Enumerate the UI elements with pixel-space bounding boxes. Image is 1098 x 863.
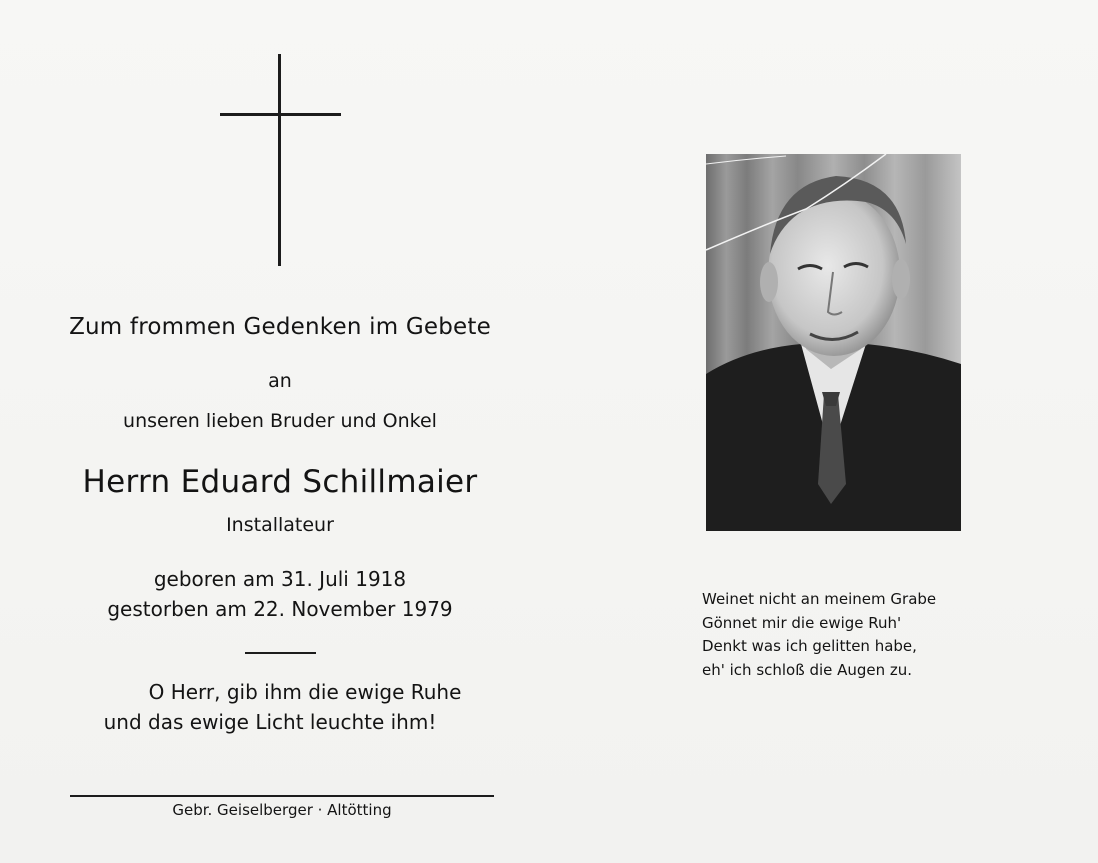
printer-credit: Gebr. Geiselberger · Altötting	[172, 801, 392, 819]
poem-line: Gönnet mir die ewige Ruh'	[702, 613, 902, 632]
death-date: gestorben am 22. November 1979	[107, 597, 453, 621]
relation-line: unseren lieben Bruder und Onkel	[123, 410, 437, 432]
portrait-photo	[706, 154, 961, 531]
divider-long	[70, 795, 494, 797]
poem-line: Weinet nicht an meinem Grabe	[702, 590, 937, 608]
cross-horizontal-bar	[220, 113, 341, 116]
deceased-name: Herrn Eduard Schillmaier	[82, 464, 478, 500]
occupation: Installateur	[226, 514, 334, 536]
an-line: an	[268, 370, 292, 392]
poem-line: eh' ich schloß die Augen zu.	[702, 660, 913, 679]
birth-date: geboren am 31. Juli 1918	[153, 567, 407, 591]
dedication-line: Zum frommen Gedenken im Gebete	[69, 314, 491, 340]
poem-verse	[702, 588, 1002, 682]
cross-vertical-bar	[278, 54, 281, 266]
prayer-line-1: O Herr, gib ihm die ewige Ruhe	[148, 680, 462, 704]
divider-short	[245, 652, 316, 654]
poem-line: Denkt was ich gelitten habe,	[702, 637, 917, 655]
prayer-line-2: und das ewige Licht leuchte ihm!	[103, 710, 437, 734]
